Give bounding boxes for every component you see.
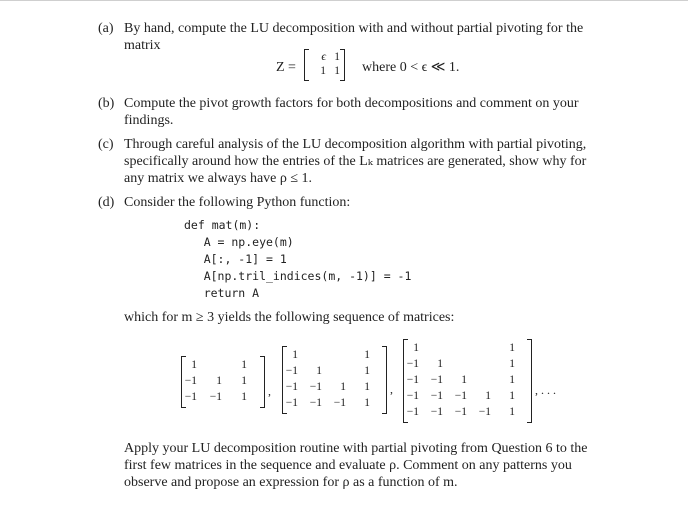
matrix-cell: −1 [454,390,467,402]
part-c-line1: Through careful analysis of the LU decomposition algorithm with partial pivoting, [124,137,587,152]
matrix-cell: −1 [430,390,443,402]
part-d-final1: Apply your LU decomposition routine with partial pivoting from Question 6 to the [124,441,588,456]
matrix-z-cell: 1 [320,65,326,77]
matrix-cell: −1 [406,374,419,386]
matrix-cell: 1 [413,342,419,354]
matrix-cell: −1 [285,365,298,377]
matrix-cell: 1 [241,359,247,371]
matrix-cell: 1 [241,375,247,387]
matrix-cell: 1 [316,365,322,377]
part-a-label: (a) [98,21,114,36]
sequence-matrix-4 [282,346,386,414]
matrix-cell: −1 [184,375,197,387]
matrix-cell: 1 [509,358,515,370]
part-b-line2: findings. [124,113,174,128]
matrix-cell: −1 [285,381,298,393]
part-d-after-code: which for m ≥ 3 yields the following sequence of matrices: [124,310,455,325]
sequence-separator: , [268,384,271,398]
matrix-cell: 1 [509,390,515,402]
sequence-separator: , . . . [535,383,556,397]
part-c-label: (c) [98,137,114,152]
part-d-line1: Consider the following Python function: [124,195,351,210]
part-d-final3: observe and propose an expression for ρ as a function of m. [124,475,458,490]
matrix-cell: −1 [406,390,419,402]
matrix-cell: −1 [430,406,443,418]
matrix-cell: 1 [191,359,197,371]
matrix-cell: 1 [364,397,370,409]
matrix-cell: −1 [406,358,419,370]
matrix-cell: 1 [364,365,370,377]
matrix-z [304,49,344,81]
bracket-right [527,339,532,423]
code-line: A[:, -1] = 1 [176,252,287,266]
matrix-cell: 1 [241,391,247,403]
matrix-cell: 1 [509,374,515,386]
code-line: return A [176,286,260,300]
matrix-cell: −1 [309,397,322,409]
part-d-label: (d) [98,195,115,210]
sequence-separator: , [390,382,393,396]
code-line: def mat(m): [184,218,261,232]
sequence-matrix-3 [181,356,264,408]
top-divider [0,0,688,1]
matrix-cell: −1 [478,406,491,418]
matrix-cell: 1 [437,358,443,370]
code-line: A[np.tril_indices(m, -1)] = -1 [176,269,412,283]
matrix-cell: 1 [509,406,515,418]
matrix-cell: −1 [406,406,419,418]
sequence-matrix-5 [403,339,531,423]
matrix-cell: 1 [292,349,298,361]
part-b-line1: Compute the pivot growth factors for both decompositions and comment on your [124,96,579,111]
matrix-cell: −1 [430,374,443,386]
matrix-z-name: Z = [276,60,296,75]
matrix-cell: −1 [333,397,346,409]
matrix-z-cell: ϵ [321,51,326,63]
matrix-cell: 1 [364,349,370,361]
matrix-z-cell: 1 [334,65,340,77]
matrix-z-cell: 1 [334,51,340,63]
matrix-cell: −1 [209,391,222,403]
matrix-cell: 1 [340,381,346,393]
matrix-z-condition: where 0 < ϵ ≪ 1. [362,60,460,75]
part-a-line1: By hand, compute the LU decomposition with and without partial pivoting for the [124,21,584,36]
part-c-line2: specifically around how the entries of the Lₖ matrices are generated, show why for [124,154,587,169]
part-d-final2: first few matrices in the sequence and evaluate ρ. Comment on any patterns you [124,458,572,473]
matrix-cell: −1 [454,406,467,418]
bracket-right [382,346,387,414]
matrix-cell: −1 [309,381,322,393]
matrix-cell: 1 [364,381,370,393]
matrix-cell: 1 [216,375,222,387]
matrix-cell: 1 [461,374,467,386]
matrix-cell: 1 [509,342,515,354]
matrix-cell: −1 [285,397,298,409]
bracket-right [340,49,345,81]
code-line: A = np.eye(m) [176,235,294,249]
part-c-line3: any matrix we always have ρ ≤ 1. [124,171,313,186]
part-a-line2: matrix [124,38,161,53]
matrix-cell: −1 [184,391,197,403]
bracket-right [260,356,265,408]
matrix-cell: 1 [485,390,491,402]
part-b-label: (b) [98,96,115,111]
